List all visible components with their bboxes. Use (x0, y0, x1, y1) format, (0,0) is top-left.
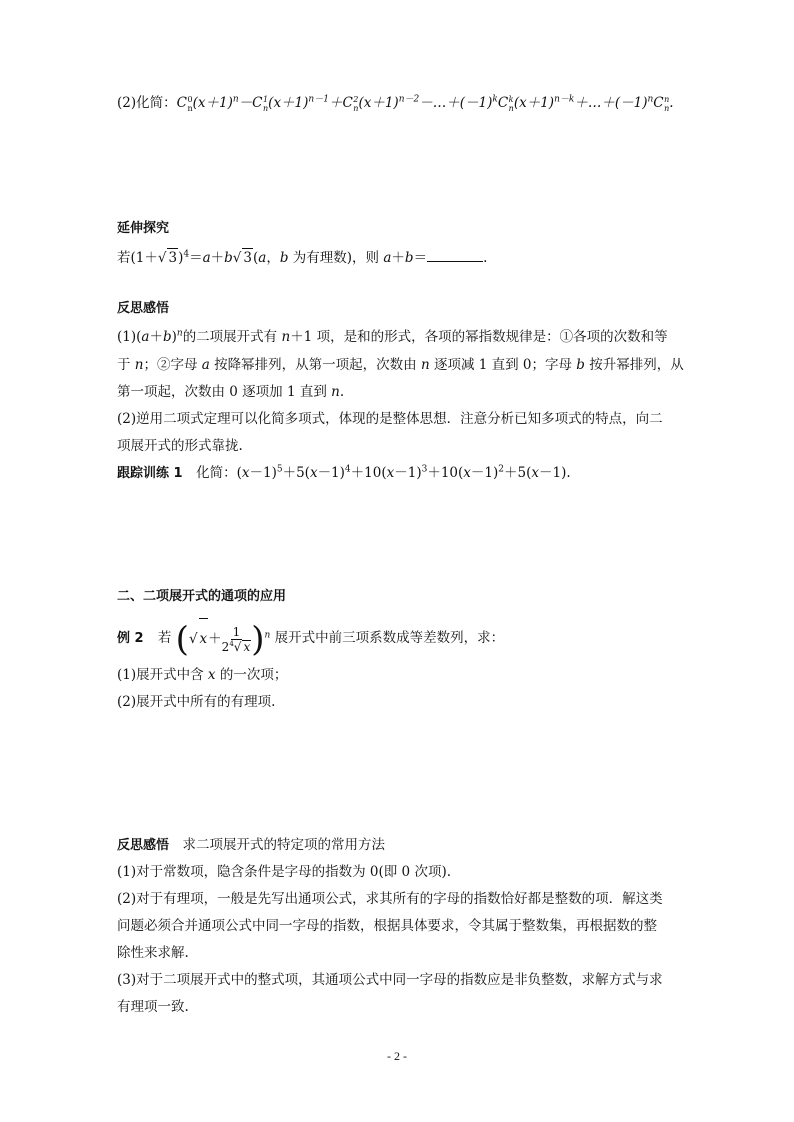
extension-heading: 延伸探究 (117, 221, 170, 236)
simplify-expression: C 0 n $(x+1)^n-C$ 1 n $(x+1)^{n-1}+C$ 2 n $(x+1)^{n-2}-\dots+(-1)^kC$ k n $(x+1)^{n-k}+\dots+(-1)^nC$ n n . (176, 94, 674, 113)
reflection2-line4: 除性来求解. (117, 945, 189, 961)
example-label: 例 2 (117, 631, 144, 646)
reflection2-line6: 有理项一致. (117, 999, 189, 1015)
simplify-problem-2 (117, 94, 674, 113)
reflection1-p1-line1: $(1)(a+b)^n$的二项展开式有 n＋1 项，是和的形式，各项的幂指数规律是：①各项的次数和等 (117, 328, 668, 345)
reflection-heading-1: 反思感悟 (117, 301, 170, 316)
section-heading-2: 二、二项展开式的通项的应用 (117, 589, 287, 604)
reflection-heading-2: 反思感悟 (117, 838, 170, 853)
example2-q2: (2)展开式中所有的有理项. (117, 694, 276, 710)
reflection2-line5: (3)对于二项展开式中的整式项，其通项公式中同一字母的指数应是非负整数，求解方式与求 (117, 972, 663, 988)
reflection-subtitle: 求二项展开式的特定项的常用方法 (182, 837, 386, 853)
training-label: 跟踪训练 1 (117, 466, 183, 481)
reflection1-p2-line1: (2)逆用二项式定理可以化简多项式，体现的是整体思想．注意分析已知多项式的特点，向二 (117, 411, 663, 427)
page-number: - 2 - (387, 1049, 407, 1063)
reflection2-line3: 问题必须合并通项公式中同一字母的指数，根据具体要求，令其属于整数集，再根据数的整 (117, 918, 657, 934)
reflection-2-title (117, 836, 385, 855)
binomial-expression: (√ x＋ $\frac{1}{2^4√ x}$ )$^n$ (175, 619, 271, 660)
example-prefix: 若 (157, 630, 172, 646)
reflection2-line2: (2)对于有理项，一般是先写出通项公式，求其所有的字母的指数恰好都是整数的项．解这类 (117, 891, 663, 907)
reflection1-p1-line2: 于 n；②字母 a 按降幂排列，从第一项起，次数由 n 逐项减 1 直到 0；字母 b 按升幂排列，从 (117, 357, 684, 373)
reflection2-line1: (1)对于常数项，隐含条件是字母的指数为 0(即 0 次项). (117, 864, 451, 880)
example-suffix: 展开式中前三项系数成等差数列，求： (274, 630, 505, 646)
example-2 (117, 618, 504, 658)
example2-q1: (1)展开式中含 x 的一次项； (117, 667, 288, 683)
answer-blank (427, 249, 483, 262)
training-1: 跟踪训练 1 化简：$(x-1)^5+5(x-1)^4+10(x-1)^3+10(x-1)^2+5(x-1)$. (117, 464, 571, 481)
extension-question: 若(1＋√ 3)$^4$＝a＋b√ 3(a，b 为有理数)，则 a＋b＝ . (117, 249, 488, 266)
reflection1-p1-line3: 第一项起，次数由 0 逐项加 1 直到 n. (117, 384, 345, 400)
reflection1-p2-line2: 项展开式的形式靠拢. (117, 438, 243, 454)
simplify-label: (2)化简： (117, 95, 177, 111)
